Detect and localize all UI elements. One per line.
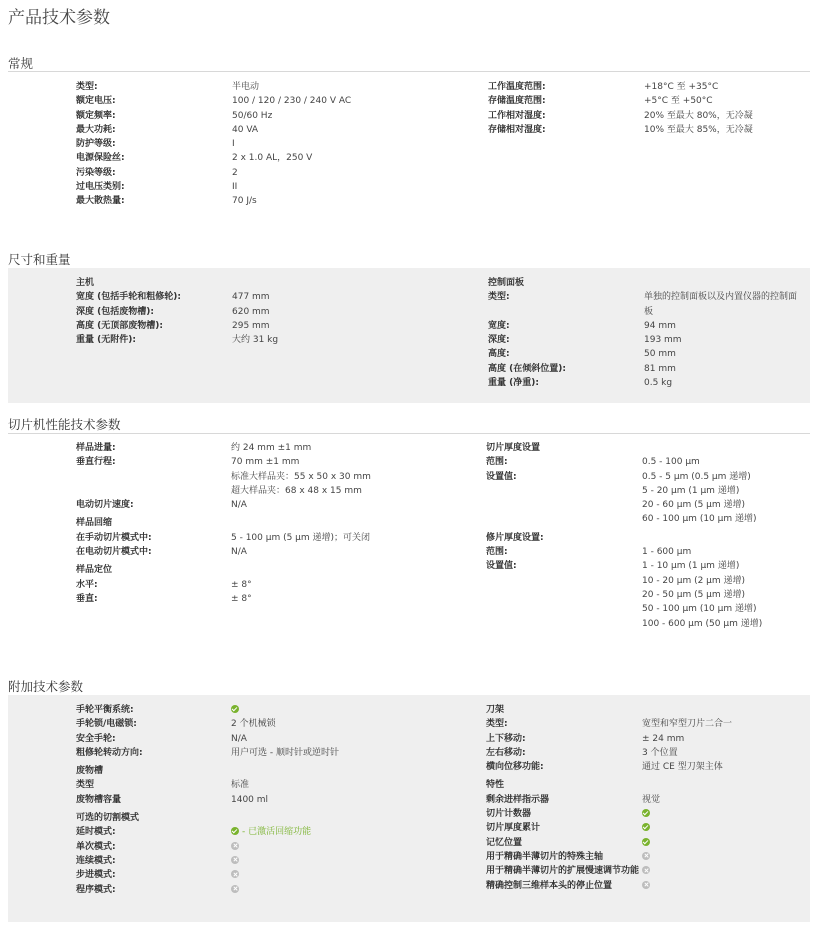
spec-row: [76, 545, 371, 559]
spec-value: 1 - 10 µm (1 µm 递增): [642, 561, 740, 572]
spec-value: 宽型和窄型刀片二合一: [642, 719, 733, 730]
spec-value: N/A: [231, 547, 247, 558]
cross-circle-icon: [642, 866, 650, 874]
spec-value: N/A: [231, 500, 247, 511]
spec-label: 重量 (净重):: [488, 378, 539, 389]
spec-row: [488, 376, 804, 390]
spec-value: 81 mm: [644, 363, 676, 374]
group-heading: 样品回缩: [76, 518, 113, 529]
spec-row: [76, 470, 371, 484]
spec-value: [642, 821, 650, 835]
spec-label: 范围:: [486, 457, 508, 468]
spec-row: [76, 868, 339, 882]
group-heading: 修片厚度设置:: [486, 532, 544, 543]
spec-label: [486, 574, 642, 588]
spec-value: N/A: [231, 733, 247, 744]
spec-value: 2: [232, 167, 238, 178]
spec-value: 193 mm: [644, 335, 682, 346]
spec-value: [642, 807, 650, 821]
spec-value: 477 mm: [232, 292, 270, 303]
spec-value: ± 8°: [231, 579, 252, 590]
cross-circle-icon: [231, 842, 239, 850]
performance-right-column: [486, 441, 762, 631]
spec-row: [486, 617, 762, 631]
spec-label: 设置值:: [486, 471, 517, 482]
section-title-additional: 附加技术参数: [8, 679, 84, 694]
spec-value: 0.5 - 100 µm: [642, 457, 700, 468]
spec-value: [231, 825, 311, 839]
spec-value: 100 - 600 µm (50 µm 递增): [642, 618, 763, 629]
spec-value: 2 个机械锁: [231, 719, 276, 730]
spec-value: 10 - 20 µm (2 µm 递增): [642, 575, 746, 586]
spec-row: [76, 484, 371, 498]
spec-label: 工作相对湿度:: [488, 110, 546, 121]
spec-value: [231, 703, 239, 717]
spec-label: 高度:: [488, 349, 510, 360]
additional-right-column: [486, 703, 732, 893]
spec-row: [76, 840, 339, 854]
spec-label: 类型:: [76, 82, 98, 92]
spec-row: [486, 498, 762, 512]
spec-value: 大约 31 kg: [232, 335, 279, 346]
spec-row: [488, 123, 753, 137]
spec-row: [76, 305, 278, 319]
spec-value: 295 mm: [232, 320, 270, 331]
spec-label: [486, 617, 642, 631]
spec-value: ± 8°: [231, 593, 252, 604]
spec-row: [76, 109, 351, 123]
spec-value: 100 / 120 / 230 / 240 V AC: [232, 96, 352, 107]
spec-row: [76, 166, 351, 180]
cross-circle-icon: [642, 881, 650, 889]
spec-row: [76, 80, 351, 94]
spec-label: 用于精确半薄切片的扩展慢速调节功能: [486, 866, 640, 877]
spec-label: 工作温度范围:: [488, 82, 546, 92]
spec-label: 最大功耗:: [76, 124, 116, 135]
spec-value: [642, 836, 650, 850]
spec-label: 垂直:: [76, 593, 98, 604]
spec-row: [76, 703, 339, 717]
spec-value: 50/60 Hz: [232, 110, 273, 121]
spec-row: [488, 333, 804, 347]
spec-label: 电源保险丝:: [76, 153, 125, 164]
spec-row: [76, 498, 371, 512]
group-heading: 切片厚度设置: [486, 443, 541, 453]
spec-label: 重量 (无附件):: [76, 335, 136, 346]
spec-row: [486, 717, 732, 731]
spec-row: [76, 194, 351, 208]
group-heading: 主机: [76, 278, 95, 288]
spec-row: [76, 592, 371, 606]
spec-label: 污染等级:: [76, 167, 116, 178]
dimensions-main-unit: [76, 276, 278, 347]
check-circle-icon: [231, 827, 239, 835]
spec-row: [488, 94, 753, 108]
spec-value: 单独的控制面板以及内置仪器的控制面板: [644, 292, 798, 317]
spec-row: [488, 347, 804, 361]
spec-row: [486, 821, 732, 835]
spec-label: 类型: [76, 780, 95, 791]
spec-label: 手轮锁/电磁锁:: [76, 719, 137, 730]
spec-label: 设置值:: [486, 561, 517, 572]
general-left-column: [76, 80, 351, 209]
spec-row: [76, 778, 339, 792]
spec-row: [76, 94, 351, 108]
spec-row: [486, 470, 762, 484]
spec-label: [486, 588, 642, 602]
section-title-dimensions: 尺寸和重量: [8, 252, 71, 267]
spec-value: [231, 868, 239, 882]
check-circle-icon: [642, 809, 650, 817]
spec-row: [76, 825, 339, 839]
spec-label: 最大散热量:: [76, 196, 125, 207]
spec-label: 安全手轮:: [76, 733, 116, 744]
spec-value: [231, 840, 239, 854]
spec-row: [486, 574, 762, 588]
spec-value: 60 - 100 µm (10 µm 递增): [642, 514, 757, 525]
spec-value: 40 VA: [232, 124, 259, 135]
spec-label: 样品进量:: [76, 443, 116, 453]
spec-label: 高度 (无顶部废物槽):: [76, 320, 163, 331]
spec-label: 切片计数器: [486, 809, 532, 820]
spec-row: [486, 732, 732, 746]
spec-label: 宽度 (包括手轮和粗修轮):: [76, 292, 181, 303]
group-heading: 特性: [486, 780, 505, 791]
performance-left-column: [76, 441, 371, 606]
spec-value: 3 个位置: [642, 747, 678, 758]
section-title-general: 常规: [8, 56, 34, 71]
spec-label: 水平:: [76, 579, 98, 590]
spec-row: [486, 512, 762, 526]
spec-row: [486, 879, 732, 893]
spec-label: 切片厚度累计: [486, 823, 541, 834]
group-heading: 控制面板: [488, 278, 525, 288]
spec-label: 粗修轮转动方向:: [76, 747, 143, 758]
spec-row: [76, 441, 371, 455]
spec-row: [76, 883, 339, 897]
spec-row: [76, 578, 371, 592]
spec-value: 半电动: [232, 82, 260, 92]
spec-value: I: [232, 139, 235, 150]
spec-label: 精确控制三维样本头的停止位置: [486, 880, 613, 891]
dimensions-control-panel: [488, 276, 804, 390]
spec-label: 横向位移功能:: [486, 762, 544, 773]
spec-value: [642, 864, 650, 878]
section-title-performance: 切片机性能技术参数: [8, 417, 121, 432]
spec-value: 标准大样品夹：55 x 50 x 30 mm: [231, 471, 371, 482]
spec-row: [76, 732, 339, 746]
spec-label: 用于精确半薄切片的特殊主轴: [486, 851, 604, 862]
spec-value: 20 - 50 µm (5 µm 递增): [642, 589, 746, 600]
status-note: - 已激活回缩功能: [242, 827, 312, 838]
spec-label: [76, 484, 231, 498]
spec-value: 约 24 mm ±1 mm: [231, 443, 312, 453]
spec-label: 宽度:: [488, 320, 510, 331]
spec-value: 用户可选 - 顺时针或逆时针: [231, 747, 339, 758]
spec-label: [76, 470, 231, 484]
general-right-column: [488, 80, 753, 137]
spec-row: [76, 180, 351, 194]
spec-value: 20 - 60 µm (5 µm 递增): [642, 500, 746, 511]
spec-value: 5 - 20 µm (1 µm 递增): [642, 485, 740, 496]
spec-row: [486, 559, 762, 573]
spec-row: [76, 854, 339, 868]
spec-row: [76, 319, 278, 333]
spec-row: [486, 836, 732, 850]
spec-row: [486, 746, 732, 760]
spec-label: 手轮平衡系统:: [76, 705, 134, 715]
spec-label: 在手动切片模式中:: [76, 532, 152, 543]
cross-circle-icon: [231, 870, 239, 878]
group-heading: 可选的切割模式: [76, 813, 140, 824]
spec-row: [486, 588, 762, 602]
spec-row: [488, 109, 753, 123]
spec-value: 1400 ml: [231, 794, 269, 805]
spec-label: 上下移动:: [486, 733, 526, 744]
spec-value: 通过 CE 型刀架主体: [642, 762, 723, 773]
spec-value: 1 - 600 µm: [642, 547, 692, 558]
spec-row: [488, 80, 753, 94]
spec-label: 存储温度范围:: [488, 96, 546, 107]
spec-value: 0.5 kg: [644, 378, 673, 389]
spec-label: 高度 (在倾斜位置):: [488, 363, 566, 374]
spec-label: 深度 (包括废物槽):: [76, 306, 154, 317]
spec-label: 额定频率:: [76, 110, 116, 121]
spec-value: 10% 至最大 85%，无冷凝: [644, 124, 753, 135]
spec-label: 延时模式:: [76, 827, 116, 838]
spec-row: [488, 319, 804, 333]
spec-label: 存储相对湿度:: [488, 124, 546, 135]
spec-label: 额定电压:: [76, 96, 116, 107]
spec-label: 防护等级:: [76, 139, 116, 150]
spec-row: [76, 746, 339, 760]
spec-value: 50 - 100 µm (10 µm 递增): [642, 604, 757, 615]
spec-row: [76, 123, 351, 137]
spec-row: [486, 850, 732, 864]
spec-label: 连续模式:: [76, 855, 116, 866]
group-heading: 刀架: [486, 705, 505, 715]
spec-row: [486, 455, 762, 469]
spec-value: ± 24 mm: [642, 733, 685, 744]
spec-label: [486, 498, 642, 512]
spec-row: [486, 602, 762, 616]
cross-circle-icon: [231, 885, 239, 893]
spec-value: [642, 879, 650, 893]
spec-value: 20% 至最大 80%，无冷凝: [644, 110, 753, 121]
spec-value: [231, 883, 239, 897]
spec-label: 剩余进样指示器: [486, 794, 550, 805]
spec-label: 左右移动:: [486, 747, 526, 758]
spec-label: 类型:: [486, 719, 508, 730]
spec-label: 范围:: [486, 547, 508, 558]
spec-row: [486, 807, 732, 821]
spec-value: 5 - 100 µm (5 µm 递增)；可关闭: [231, 532, 371, 543]
spec-row: [488, 290, 804, 319]
spec-value: 620 mm: [232, 306, 270, 317]
spec-label: [486, 512, 642, 526]
spec-label: 过电压类别:: [76, 182, 125, 193]
spec-label: 深度:: [488, 335, 510, 346]
spec-row: [486, 484, 762, 498]
spec-value: 视觉: [642, 794, 661, 805]
spec-row: [76, 333, 278, 347]
spec-value: II: [232, 182, 238, 193]
spec-label: 类型:: [488, 292, 510, 303]
spec-label: [486, 602, 642, 616]
group-heading: 废物槽: [76, 766, 104, 777]
section-divider: [8, 433, 810, 434]
spec-label: 步进模式:: [76, 870, 116, 881]
spec-value: [642, 850, 650, 864]
spec-row: [486, 760, 732, 774]
spec-value: 超大样品夹：68 x 48 x 15 mm: [231, 485, 362, 496]
spec-value: 50 mm: [644, 349, 676, 360]
additional-left-column: [76, 703, 339, 897]
spec-row: [486, 864, 732, 878]
spec-label: 废物槽容量: [76, 794, 122, 805]
spec-value: 70 mm ±1 mm: [231, 457, 300, 468]
spec-row: [486, 545, 762, 559]
spec-value: 94 mm: [644, 320, 676, 331]
spec-label: [486, 484, 642, 498]
cross-circle-icon: [642, 852, 650, 860]
check-circle-icon: [231, 705, 239, 713]
spec-row: [76, 137, 351, 151]
spec-label: 在电动切片模式中:: [76, 547, 152, 558]
spec-row: [76, 717, 339, 731]
spec-label: 程序模式:: [76, 884, 116, 895]
cross-circle-icon: [231, 856, 239, 864]
spec-value: +18°C 至 +35°C: [644, 82, 719, 92]
spec-row: [486, 793, 732, 807]
spec-value: +5°C 至 +50°C: [644, 96, 713, 107]
spec-value: 0.5 - 5 µm (0.5 µm 递增): [642, 471, 751, 482]
spec-value: [231, 854, 239, 868]
spec-row: [76, 455, 371, 469]
spec-value: 70 J/s: [232, 196, 257, 207]
group-heading: 样品定位: [76, 565, 113, 576]
spec-label: 单次模式:: [76, 841, 116, 852]
spec-label: 垂直行程:: [76, 457, 116, 468]
section-divider: [8, 71, 810, 72]
check-circle-icon: [642, 823, 650, 831]
check-circle-icon: [642, 838, 650, 846]
page-title: 产品技术参数: [8, 8, 110, 28]
spec-label: 记忆位置: [486, 837, 523, 848]
spec-row: [76, 290, 278, 304]
spec-row: [76, 151, 351, 165]
spec-value: 2 x 1.0 AL，250 V: [232, 153, 313, 164]
spec-row: [76, 793, 339, 807]
spec-row: [488, 362, 804, 376]
spec-value: 标准: [231, 780, 250, 791]
spec-row: [76, 531, 371, 545]
spec-label: 电动切片速度:: [76, 500, 134, 511]
